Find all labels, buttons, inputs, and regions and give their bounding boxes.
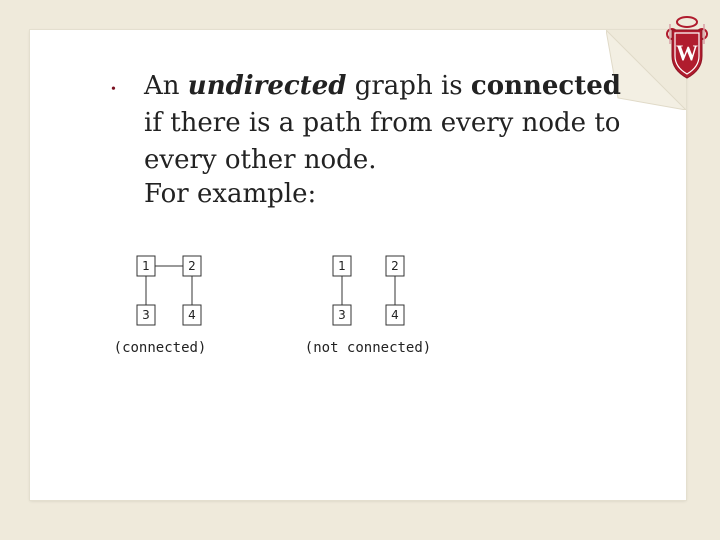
node-label-3: 3: [142, 308, 150, 322]
definition-part-3: if there is a path from every node to every other node.: [144, 107, 621, 175]
node-label-4: 4: [188, 308, 196, 322]
node-label-4: 4: [391, 308, 399, 322]
definition-part-1: An: [144, 71, 188, 101]
node-label-3: 3: [338, 308, 346, 322]
definition-part-2: graph is: [346, 71, 471, 101]
graph-caption: (not connected): [304, 340, 432, 356]
node-label-1: 1: [338, 259, 346, 273]
node-label-2: 2: [391, 259, 399, 273]
node-label-2: 2: [188, 259, 196, 273]
example-intro: For example:: [144, 179, 317, 209]
node-label-1: 1: [142, 259, 150, 273]
graph-1: [114, 256, 207, 356]
graph-2: [305, 256, 431, 356]
crest-letter: W: [676, 40, 698, 65]
term-connected: connected: [470, 71, 621, 101]
term-undirected: undirected: [187, 71, 347, 101]
bullet-dot: •: [111, 82, 116, 97]
graph-caption: (connected): [113, 340, 207, 356]
